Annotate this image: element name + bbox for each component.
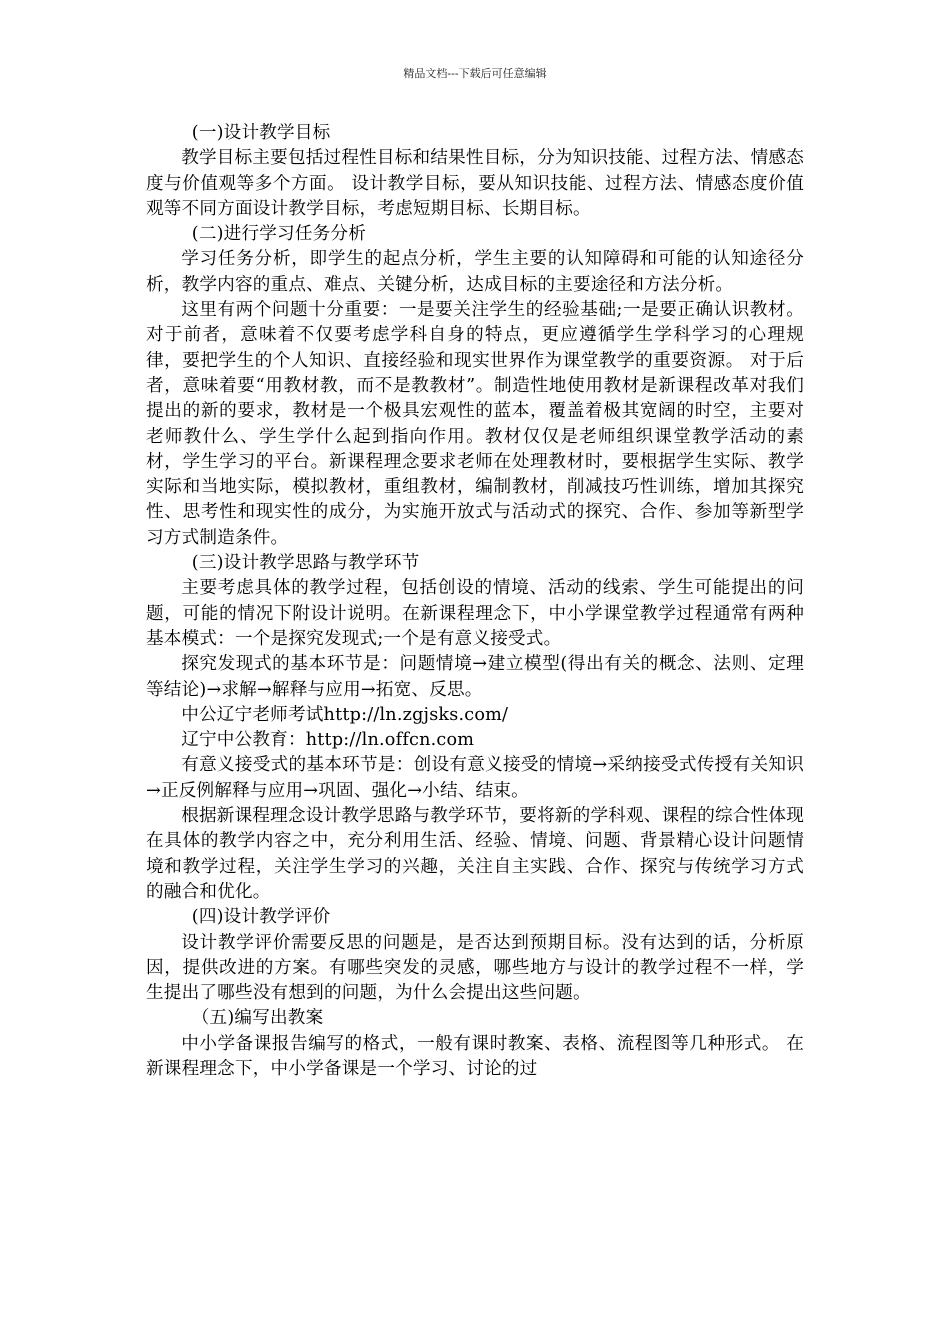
section-heading: (三)设计教学思路与教学环节	[191, 553, 420, 574]
body-paragraph: 探究发现式的基本环节是：问题情境→建立模型(得出有关的概念、法则、定理等结论)→求解→解释与应用→拓宽、反思。	[146, 654, 804, 700]
body-paragraph: 中公辽宁老师考试http://ln.zgjsks.com/	[181, 704, 509, 725]
body-paragraph: 这里有两个问题十分重要：一是要关注学生的经验基础;一是要正确认识教材。对于前者，意味着不仅要考虑学科自身的特点，更应遵循学生学科学习的心理规律，要把学生的个人知识、直接经验和现实世界作为课堂教学的重要资源。 对于后者，意味着要“用教材教，而不是教教材”。制造性地使用教材是新课程改革对我们提出的新的要求，教材是一个极具宏观性的蓝本，覆盖着极其宽阔的时空，主要对老师教什么、学生学什么起到指向作用。教材仅仅是老师组织课堂教学活动的素材，学生学习的平台。新课程理念要求老师在处理教材时，要根据学生实际、教学实际和当地实际，模拟教材，重组教材，编制教材，削减技巧性训练，增加其探究性、思考性和现实性的成分，为实施开放式与活动式的探究、合作、参加等新型学习方式制造条件。	[146, 300, 804, 548]
section-heading: （五)编写出教案	[191, 1008, 324, 1029]
body-paragraph: 主要考虑具体的教学过程，包括创设的情境、活动的线索、学生可能提出的问题，可能的情况下附设计说明。在新课程理念下，中小学课堂教学过程通常有两种基本模式：一个是探究发现式;一个是有意义接受式。	[146, 578, 804, 649]
section-heading: (二)进行学习任务分析	[191, 224, 367, 245]
body-paragraph: 根据新课程理念设计教学思路与教学环节，要将新的学科观、课程的综合性体现在具体的教学内容之中，充分利用生活、经验、情境、问题、背景精心设计问题情境和教学过程，关注学生学习的兴趣，关注自主实践、合作、探究与传统学习方式的融合和优化。	[146, 806, 804, 902]
document-body	[146, 121, 804, 1082]
body-paragraph: 教学目标主要包括过程性目标和结果性目标，分为知识技能、过程方法、情感态度与价值观等多个方面。 设计教学目标，要从知识技能、过程方法、情感态度价值观等不同方面设计教学目标，考虑短期目标、长期目标。	[146, 148, 804, 219]
section-heading: (四)设计教学评价	[191, 907, 331, 928]
page-header: 精品文档---下载后可任意编辑	[403, 67, 547, 80]
body-paragraph: 辽宁中公教育：http://ln.offcn.com	[181, 730, 475, 751]
body-paragraph: 中小学备课报告编写的格式，一般有课时教案、表格、流程图等几种形式。 在新课程理念下，中小学备课是一个学习、讨论的过	[146, 1033, 804, 1079]
body-paragraph: 设计教学评价需要反思的问题是，是否达到预期目标。没有达到的话，分析原因，提供改进的方案。有哪些突发的灵感，哪些地方与设计的教学过程不一样，学生提出了哪些没有想到的问题，为什么会提出这些问题。	[146, 932, 804, 1004]
body-paragraph: 有意义接受式的基本环节是：创设有意义接受的情境→采纳接受式传授有关知识→正反例解释与应用→巩固、强化→小结、结束。	[146, 755, 804, 801]
section-heading: (一)设计教学目标	[191, 123, 331, 143]
body-paragraph: 学习任务分析，即学生的起点分析，学生主要的认知障碍和可能的认知途径分析，教学内容的重点、难点、关键分析，达成目标的主要途径和方法分析。	[146, 249, 804, 295]
